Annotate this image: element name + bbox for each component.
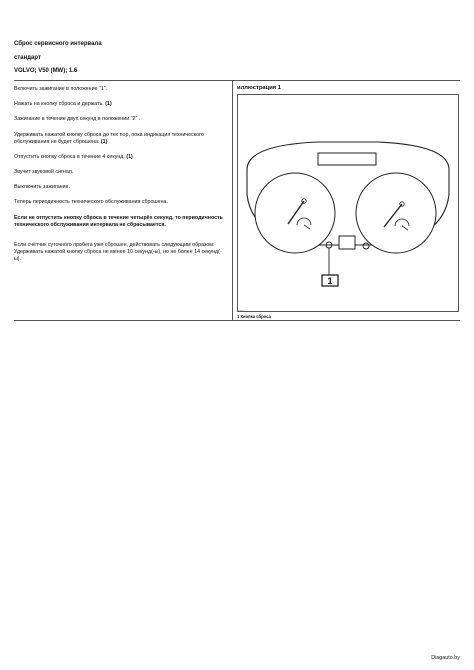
doc-variant: стандарт bbox=[14, 55, 41, 61]
step-5: Отпустить кнопку сброса в течение 4 секунд. (1) bbox=[14, 153, 133, 160]
illustration-frame bbox=[237, 94, 459, 312]
step-8: Теперь периодичность технического обслуживания сброшена. bbox=[14, 199, 168, 206]
illustration-caption: 1 Кнопка сброса bbox=[237, 314, 271, 319]
step-3: Зажигание в течение двух секунд в положении "2" . bbox=[14, 116, 141, 123]
step-1: Включить зажигание в положение "1". bbox=[14, 86, 108, 92]
figure-id: 3062 bbox=[238, 309, 245, 313]
note-text: Если счётчик суточного пробега уже сброшен, действовать следующим образом: Удерживать нажатой кнопку сброса не менее 10 секунд(-ы), но не более 14 секунд(-ы). bbox=[14, 241, 222, 262]
step-2-ref: (1) bbox=[105, 101, 112, 108]
step-2: Нажать на кнопку сброса и держать. (1) bbox=[14, 101, 112, 108]
illustration-title: иллюстрация 1 bbox=[237, 85, 281, 91]
content-bottom-divider bbox=[14, 320, 460, 321]
step-6: Звучит звуковой сигнал. bbox=[14, 168, 74, 175]
indicator-icon bbox=[363, 243, 369, 249]
footer-site: Diagauto.by bbox=[431, 655, 460, 661]
header-divider bbox=[14, 80, 460, 81]
column-divider bbox=[232, 80, 233, 320]
step-4-ref: (1) bbox=[100, 138, 108, 145]
centre-display bbox=[339, 236, 355, 249]
step-5-ref: (1) bbox=[126, 153, 133, 160]
top-display bbox=[318, 153, 376, 165]
doc-title: Сброс сервисного интервала bbox=[14, 41, 102, 47]
vehicle-model: VOLVO; V50 (MW); 1.6 bbox=[14, 68, 78, 74]
right-gauge bbox=[356, 173, 436, 253]
instrument-cluster-drawing bbox=[238, 95, 458, 311]
step-7: Выключить зажигание. bbox=[14, 184, 70, 191]
instruction-list bbox=[14, 86, 228, 271]
warning-text: Если не отпустить кнопку сброса в течение четырёх секунд, то периодичность технического обслуживания интервала не сбрасывается. bbox=[14, 214, 223, 228]
step-4: Удерживать нажатой кнопку сброса до тех пор, пока индикация технического обслуживания не будет сброшена. (1) bbox=[14, 131, 204, 145]
callout-label: 1 bbox=[327, 276, 333, 286]
